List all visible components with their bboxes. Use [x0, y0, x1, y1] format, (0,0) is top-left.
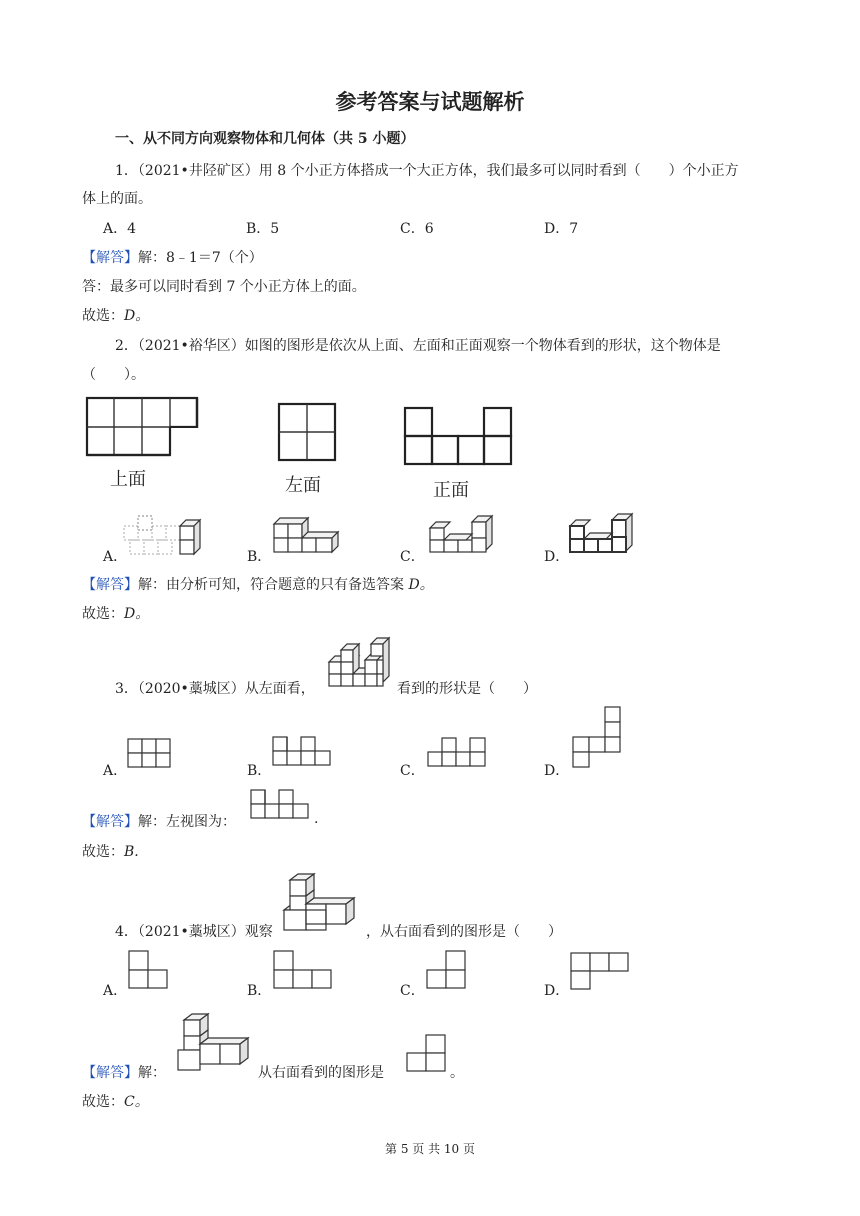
q4-option-d: D．: [544, 983, 570, 999]
q2-option-d: D．: [544, 549, 570, 565]
q3-option-b-figure: [272, 736, 336, 768]
choice-prefix: 故选：: [82, 1094, 124, 1110]
q4-option-b: B．: [247, 983, 272, 999]
q2-view-label-top: 上面: [110, 469, 146, 490]
q4-option-c: C．: [400, 983, 425, 999]
q1-stem: 1．（2021•井陉矿区）用 8 个小正方体搭成一个大正方体，我们最多可以同时看到（ ）个小正方: [115, 163, 739, 179]
answer-tag: 【解答】: [82, 250, 138, 266]
answer-text: 解：8﹣1＝7（个）: [138, 250, 263, 266]
q3-answer-figure: [250, 789, 314, 823]
choice-value: D。: [124, 308, 150, 324]
q2-view-label-left: 左面: [285, 475, 321, 496]
choice-prefix: 故选：: [82, 844, 124, 860]
q1-option-d: D．7: [544, 221, 579, 237]
answer-tag: 【解答】: [82, 1065, 138, 1081]
answer-text: 解：: [138, 1065, 166, 1081]
q3-choice: [82, 841, 139, 861]
choice-value: B.: [124, 844, 139, 860]
q2-option-c: C．: [400, 549, 425, 565]
q2-stem-cont: （ ）。: [82, 367, 145, 383]
choice-prefix: 故选：: [82, 606, 124, 622]
q3-option-a: A．: [103, 763, 128, 779]
answer-text: 解：由分析可知，符合题意的只有备选答案: [138, 577, 409, 593]
q2-option-a: A．: [103, 549, 128, 565]
q2-option-a-figure: [122, 510, 204, 556]
q2-option-b: B．: [247, 549, 272, 565]
q3-answer: [82, 811, 236, 831]
q2-stem: 2．（2021•裕华区）如图的图形是依次从上面、左面和正面观察一个物体看到的形状，这个物体是: [115, 338, 721, 354]
q2-option-b-figure: [270, 512, 350, 556]
q1-answer-conclusion: 答：最多可以同时看到 7 个小正方体上的面。: [82, 279, 366, 295]
q4-solid-figure: [282, 872, 364, 934]
q4-option-c-figure: [426, 950, 468, 992]
q3-solid-figure: [325, 636, 395, 688]
q3-stem-before: 3．（2020•藁城区）从左面看，: [115, 681, 315, 697]
q4-stem-before: 4．（2021•藁城区）观察: [115, 924, 273, 940]
choice-value: D。: [124, 606, 150, 622]
q1-choice: [82, 305, 149, 325]
q2-option-d-figure: [566, 512, 638, 556]
q1-stem-cont: 体上的面。: [82, 191, 152, 207]
q4-answer-end: 。: [450, 1065, 464, 1081]
q2-answer: [82, 574, 434, 594]
q3-option-d: D．: [544, 763, 570, 779]
q2-left-view-figure: [278, 403, 338, 463]
q1-option-b: B．5: [246, 221, 280, 237]
q3-option-c: C．: [400, 763, 425, 779]
q2-top-view-figure: [86, 397, 206, 487]
page-title: 参考答案与试题解析: [335, 89, 525, 114]
q4-answer: [82, 1062, 166, 1082]
q1-option-a: A．4: [103, 221, 137, 237]
answer-tag: 【解答】: [82, 577, 138, 593]
answer-value: D。: [408, 577, 434, 593]
q3-option-b: B．: [247, 763, 272, 779]
choice-prefix: 故选：: [82, 308, 124, 324]
q1-option-c: C．6: [400, 221, 434, 237]
q2-front-view-figure: [404, 407, 519, 467]
q2-choice: [82, 603, 149, 623]
q3-option-c-figure: [427, 737, 491, 769]
q3-answer-end: .: [314, 811, 319, 827]
q1-answer: [82, 247, 263, 267]
q4-option-b-figure: [273, 950, 335, 992]
q2-view-label-front: 正面: [433, 480, 469, 501]
q4-stem-after: ，从右面看到的图形是（ ）: [366, 924, 562, 940]
answer-tag: 【解答】: [82, 814, 138, 830]
q4-answer-mid: 从右面看到的图形是: [258, 1065, 384, 1081]
q3-option-d-figure: [572, 706, 624, 770]
q4-answer-solid-figure: [176, 1012, 258, 1074]
q4-option-a-figure: [128, 950, 170, 992]
answer-text: 解：左视图为：: [138, 814, 236, 830]
q2-option-c-figure: [426, 512, 498, 556]
page-footer: 第 5 页 共 10 页: [385, 1142, 475, 1156]
choice-value: C。: [124, 1094, 149, 1110]
section-heading: 一、从不同方向观察物体和几何体（共 5 小题）: [115, 131, 415, 147]
q4-option-a: A．: [103, 983, 128, 999]
q4-answer-figure: [406, 1034, 448, 1074]
q4-option-d-figure: [570, 952, 632, 992]
q4-choice: [82, 1091, 149, 1111]
q3-option-a-figure: [127, 738, 175, 770]
q3-stem-after: 看到的形状是（ ）: [397, 681, 537, 697]
